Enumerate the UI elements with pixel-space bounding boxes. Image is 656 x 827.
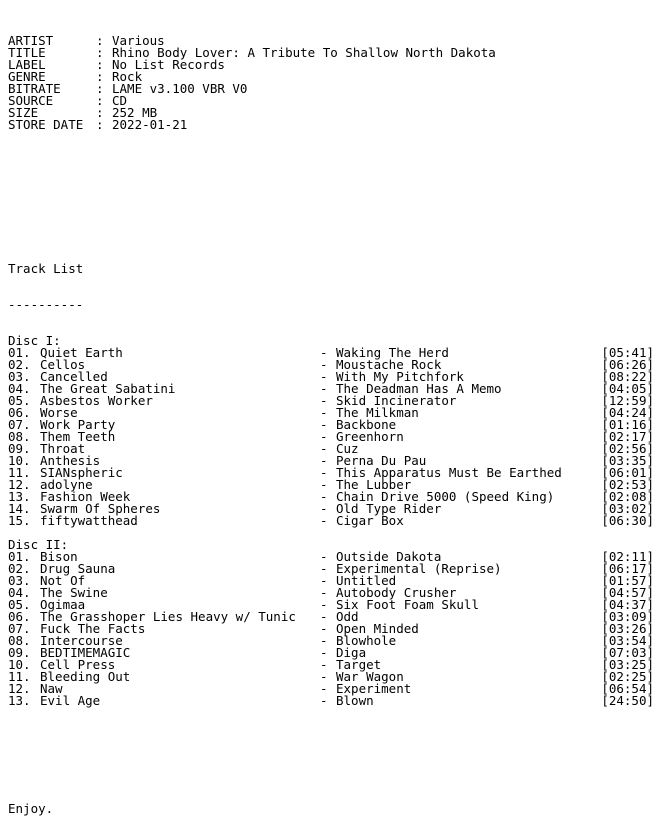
track-duration: [06:54]: [601, 681, 654, 696]
track-duration: [02:25]: [601, 669, 654, 684]
disc-label: Disc II:: [8, 537, 69, 552]
track-row: [8, 611, 654, 623]
track-artist: adolyne: [40, 477, 93, 492]
track-dash: -: [320, 513, 328, 528]
metadata-key: TITLE: [8, 45, 46, 60]
metadata-key: GENRE: [8, 69, 46, 84]
track-artist: Asbestos Worker: [40, 393, 153, 408]
blank-line: [8, 731, 654, 743]
blank-line: [8, 155, 654, 167]
track-duration: [07:03]: [601, 645, 654, 660]
track-number: 04.: [8, 585, 31, 600]
track-duration: [03:35]: [601, 453, 654, 468]
track-artist: fiftywatthead: [40, 513, 138, 528]
metadata-value: LAME v3.100 VBR V0: [112, 81, 248, 96]
track-duration: [01:57]: [601, 573, 654, 588]
track-duration: [06:30]: [601, 513, 654, 528]
track-dash: -: [320, 453, 328, 468]
metadata-block: [8, 35, 654, 131]
track-row: [8, 467, 654, 479]
track-dash: -: [320, 609, 328, 624]
track-title: Target: [336, 657, 382, 672]
track-title: Untitled: [336, 573, 397, 588]
track-dash: -: [320, 561, 328, 576]
metadata-line: [8, 95, 654, 107]
track-row: [8, 563, 654, 575]
track-artist: SIANspheric: [40, 465, 123, 480]
track-artist: Intercourse: [40, 633, 123, 648]
track-artist: Fashion Week: [40, 489, 131, 504]
track-title: Blown: [336, 693, 374, 708]
metadata-value: Various: [112, 33, 165, 48]
track-duration: [02:56]: [601, 441, 654, 456]
metadata-separator: :: [96, 69, 104, 84]
track-duration: [04:05]: [601, 381, 654, 396]
track-title: Perna Du Pau: [336, 453, 427, 468]
track-title: Greenhorn: [336, 429, 404, 444]
track-artist: Swarm Of Spheres: [40, 501, 161, 516]
track-number: 05.: [8, 597, 31, 612]
track-artist: Quiet Earth: [40, 345, 123, 360]
track-dash: -: [320, 441, 328, 456]
track-title: The Milkman: [336, 405, 419, 420]
track-duration: [24:50]: [601, 693, 654, 708]
blank-line: [8, 191, 654, 203]
track-number: 04.: [8, 381, 31, 396]
track-duration: [02:08]: [601, 489, 654, 504]
track-artist: Evil Age: [40, 693, 101, 708]
metadata-value: 252 MB: [112, 105, 158, 120]
metadata-line: [8, 83, 654, 95]
track-duration: [02:17]: [601, 429, 654, 444]
track-row: [8, 443, 654, 455]
track-dash: -: [320, 549, 328, 564]
track-duration: [08:22]: [601, 369, 654, 384]
track-dash: -: [320, 369, 328, 384]
track-dash: -: [320, 597, 328, 612]
metadata-line: [8, 71, 654, 83]
metadata-value: Rock: [112, 69, 143, 84]
track-list-underline: ----------: [8, 297, 84, 312]
track-title: Diga: [336, 645, 367, 660]
track-number: 09.: [8, 441, 31, 456]
track-artist: Throat: [40, 441, 86, 456]
track-artist: Bleeding Out: [40, 669, 131, 684]
track-number: 12.: [8, 477, 31, 492]
track-number: 13.: [8, 489, 31, 504]
track-row: [8, 671, 654, 683]
track-artist: Not Of: [40, 573, 86, 588]
metadata-separator: :: [96, 57, 104, 72]
track-artist: Ogimaa: [40, 597, 86, 612]
track-duration: [05:41]: [601, 345, 654, 360]
track-duration: [02:11]: [601, 549, 654, 564]
metadata-value: No List Records: [112, 57, 225, 72]
track-number: 02.: [8, 561, 31, 576]
track-duration: [02:53]: [601, 477, 654, 492]
track-title: The Lubber: [336, 477, 412, 492]
track-dash: -: [320, 393, 328, 408]
track-dash: -: [320, 477, 328, 492]
track-duration: [03:25]: [601, 657, 654, 672]
track-title: Cuz: [336, 441, 359, 456]
track-dash: -: [320, 381, 328, 396]
footer-text: Enjoy.: [8, 801, 54, 816]
track-number: 06.: [8, 405, 31, 420]
track-list-heading: Track List: [8, 261, 84, 276]
track-title: The Deadman Has A Memo: [336, 381, 502, 396]
track-title: This Apparatus Must Be Earthed: [336, 465, 562, 480]
track-title: Odd: [336, 609, 359, 624]
track-row: [8, 623, 654, 635]
track-number: 12.: [8, 681, 31, 696]
metadata-separator: :: [96, 117, 104, 132]
track-dash: -: [320, 633, 328, 648]
track-artist: Cell Press: [40, 657, 116, 672]
metadata-line: [8, 119, 654, 131]
metadata-separator: :: [96, 105, 104, 120]
track-number: 09.: [8, 645, 31, 660]
metadata-key: LABEL: [8, 57, 46, 72]
track-dash: -: [320, 501, 328, 516]
track-duration: [03:09]: [601, 609, 654, 624]
track-number: 07.: [8, 417, 31, 432]
track-row: [8, 647, 654, 659]
track-title: Chain Drive 5000 (Speed King): [336, 489, 555, 504]
track-number: 01.: [8, 549, 31, 564]
metadata-separator: :: [96, 33, 104, 48]
track-dash: -: [320, 621, 328, 636]
track-number: 11.: [8, 669, 31, 684]
track-title: Open Minded: [336, 621, 419, 636]
track-number: 07.: [8, 621, 31, 636]
track-artist: Anthesis: [40, 453, 101, 468]
metadata-key: BITRATE: [8, 81, 61, 96]
track-number: 13.: [8, 693, 31, 708]
track-duration: [01:16]: [601, 417, 654, 432]
track-row: [8, 587, 654, 599]
track-dash: -: [320, 417, 328, 432]
track-dash: -: [320, 429, 328, 444]
track-dash: -: [320, 573, 328, 588]
track-duration: [04:24]: [601, 405, 654, 420]
blank-line: [8, 227, 654, 239]
track-number: 10.: [8, 657, 31, 672]
track-title: Old Type Rider: [336, 501, 442, 516]
track-artist: Worse: [40, 405, 78, 420]
track-dash: -: [320, 645, 328, 660]
track-artist: Them Teeth: [40, 429, 116, 444]
track-duration: [06:17]: [601, 561, 654, 576]
metadata-key: SOURCE: [8, 93, 54, 108]
track-row: [8, 599, 654, 611]
track-dash: -: [320, 357, 328, 372]
track-row: [8, 395, 654, 407]
track-title: War Wagon: [336, 669, 404, 684]
track-number: 11.: [8, 465, 31, 480]
track-artist: Cancelled: [40, 369, 108, 384]
track-number: 05.: [8, 393, 31, 408]
track-row: [8, 635, 654, 647]
track-number: 10.: [8, 453, 31, 468]
track-artist: The Swine: [40, 585, 108, 600]
metadata-value: 2022-01-21: [112, 117, 188, 132]
metadata-key: STORE DATE: [8, 117, 84, 132]
track-artist: Work Party: [40, 417, 116, 432]
track-duration: [06:01]: [601, 465, 654, 480]
track-dash: -: [320, 405, 328, 420]
nfo-document: [8, 11, 654, 827]
track-row: [8, 347, 654, 359]
metadata-separator: :: [96, 93, 104, 108]
track-row: [8, 695, 654, 707]
track-duration: [03:26]: [601, 621, 654, 636]
metadata-line: [8, 47, 654, 59]
metadata-line: [8, 59, 654, 71]
track-artist: The Grasshoper Lies Heavy w/ Tunic: [40, 609, 296, 624]
track-title: Autobody Crusher: [336, 585, 457, 600]
track-title: Skid Incinerator: [336, 393, 457, 408]
track-dash: -: [320, 489, 328, 504]
track-row: [8, 431, 654, 443]
track-duration: [03:02]: [601, 501, 654, 516]
track-title: Experimental (Reprise): [336, 561, 502, 576]
track-title: Moustache Rock: [336, 357, 442, 372]
track-duration: [04:57]: [601, 585, 654, 600]
metadata-separator: :: [96, 45, 104, 60]
track-number: 14.: [8, 501, 31, 516]
disc-label: Disc I:: [8, 333, 61, 348]
track-dash: -: [320, 585, 328, 600]
track-dash: -: [320, 657, 328, 672]
track-number: 01.: [8, 345, 31, 360]
track-row: [8, 659, 654, 671]
track-number: 08.: [8, 633, 31, 648]
blank-line: [8, 767, 654, 779]
track-number: 15.: [8, 513, 31, 528]
track-dash: -: [320, 465, 328, 480]
track-artist: Cellos: [40, 357, 86, 372]
metadata-value: CD: [112, 93, 128, 108]
track-number: 03.: [8, 573, 31, 588]
track-title: With My Pitchfork: [336, 369, 464, 384]
track-row: [8, 515, 654, 527]
track-dash: -: [320, 669, 328, 684]
discs-container: [8, 335, 654, 707]
track-number: 03.: [8, 369, 31, 384]
metadata-line: [8, 107, 654, 119]
track-dash: -: [320, 693, 328, 708]
track-artist: BEDTIMEMAGIC: [40, 645, 131, 660]
track-number: 06.: [8, 609, 31, 624]
track-artist: Naw: [40, 681, 63, 696]
track-duration: [03:54]: [601, 633, 654, 648]
track-number: 02.: [8, 357, 31, 372]
track-title: Waking The Herd: [336, 345, 449, 360]
track-artist: The Great Sabatini: [40, 381, 176, 396]
track-title: Cigar Box: [336, 513, 404, 528]
metadata-value: Rhino Body Lover: A Tribute To Shallow North Dakota: [112, 45, 496, 60]
track-duration: [06:26]: [601, 357, 654, 372]
track-dash: -: [320, 345, 328, 360]
metadata-separator: :: [96, 81, 104, 96]
blank-line: [8, 527, 654, 539]
track-artist: Drug Sauna: [40, 561, 116, 576]
track-row: [8, 683, 654, 695]
metadata-key: ARTIST: [8, 33, 54, 48]
track-duration: [04:37]: [601, 597, 654, 612]
track-title: Outside Dakota: [336, 549, 442, 564]
track-artist: Fuck The Facts: [40, 621, 146, 636]
metadata-key: SIZE: [8, 105, 39, 120]
track-number: 08.: [8, 429, 31, 444]
track-title: Backbone: [336, 417, 397, 432]
track-title: Blowhole: [336, 633, 397, 648]
track-title: Six Foot Foam Skull: [336, 597, 479, 612]
track-title: Experiment: [336, 681, 412, 696]
track-duration: [12:59]: [601, 393, 654, 408]
track-artist: Bison: [40, 549, 78, 564]
track-dash: -: [320, 681, 328, 696]
